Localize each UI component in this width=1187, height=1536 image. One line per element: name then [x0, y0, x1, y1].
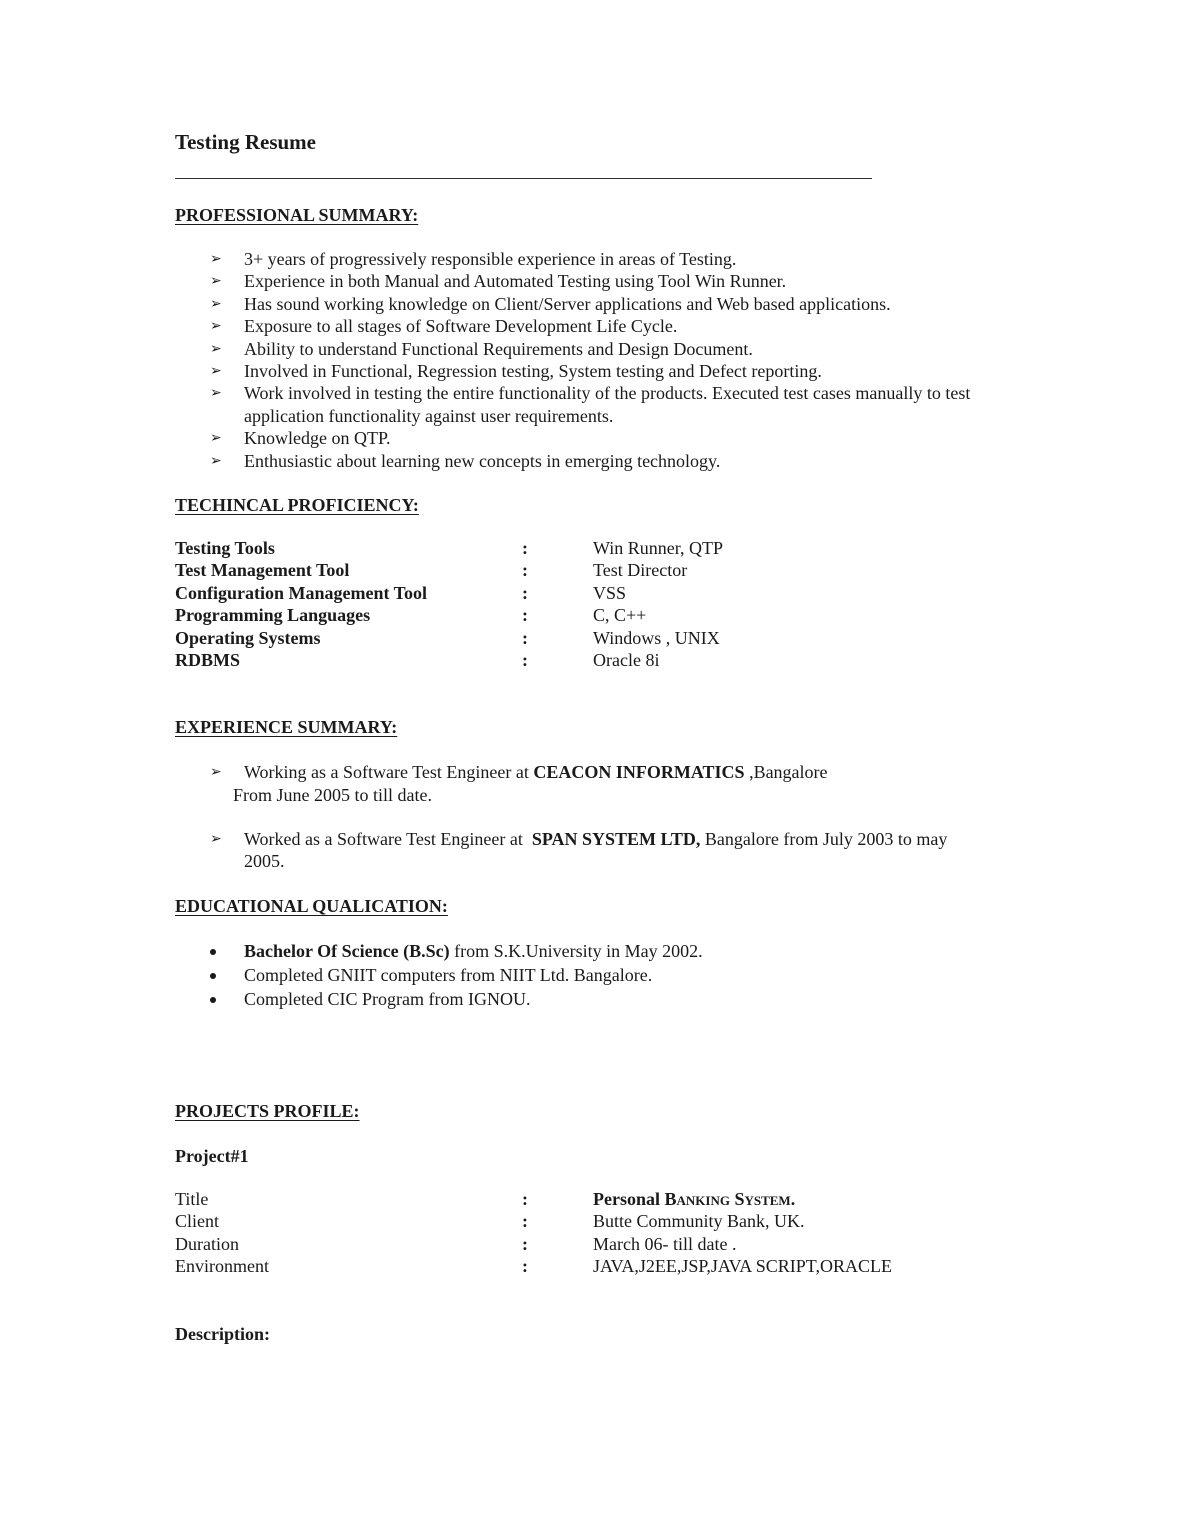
resume-page: Testing Resume PROFESSIONAL SUMMARY: ➢ 3+ years of progressively responsible experience in areas of Testing. ➢ Experience in both Manual and Automated Testing using Tool Win Runner. ➢ Has sound working knowledge on Client/Server applications and Web based applications. ➢ Exposure to all stages of Software Development Life Cycle. ➢ Ability to understand Functional Requirements and Design Document. ➢ Involved in Functional, Regression testing, System testing and Defect reporting. ➢ Work involved in testing the entire functionality of the products. Executed test cases manually to test application functionality against user requirements. ➢ Knowledge on QTP. ➢ Enthusiastic about learning new concepts in emerging technology. TECHINCAL PROFICIENCY: Testing Tools : Win Runner, QTP Test Management Tool : Test Director Configuration Management Tool : VSS Programming Languages : C, C++ Operating Systems : Windows , UNIX RDBMS : Oracle 8i EXPERIENCE SUMMARY: ➢ Working as a Software Test Engineer at CEACON INFORMATICS ,Bangalore From June 2005 to till date. ➢ Worked as a Software Test Engineer at SPAN SYSTEM LTD, Bangalore from July 2003 to may 2005. EDUCATIONAL QUALICATION: Bachelor Of Science (B.Sc) from S.K.University in May 2002. Completed GNIIT computers from NIIT Ltd. Bangalore. Completed CIC Program from IGNOU. PROJECTS PROFILE: Project#1 Title : Personal Banking System. Client : Butte Community Bank, UK. Duration : March 06- till date . Environment : JAVA,J2EE,JSP,JAVA SCRIPT,ORACLE Description:	[0, 0, 1187, 1536]
professional-summary-list	[210, 248, 1014, 472]
project-field-value: JAVA,J2EE,JSP,JAVA SCRIPT,ORACLE	[593, 1256, 892, 1276]
heading-experience-summary: EXPERIENCE SUMMARY:	[175, 717, 398, 737]
company-name: CEACON INFORMATICS	[533, 762, 745, 782]
arrowhead-bullet-icon: ➢	[210, 452, 222, 469]
project-field-value: Personal Banking System.	[593, 1189, 796, 1209]
list-item: ➢ Has sound working knowledge on Client/Server applications and Web based applications.	[210, 293, 891, 314]
heading-projects-profile: PROJECTS PROFILE:	[175, 1101, 360, 1121]
proficiency-label: Testing Tools	[175, 538, 275, 558]
bullet-dot-icon	[210, 973, 216, 979]
separator-colon: :	[522, 538, 528, 558]
document-title: Testing Resume	[175, 130, 316, 154]
separator-colon: :	[522, 650, 528, 670]
project-field-value: March 06- till date .	[593, 1234, 737, 1254]
experience-dates: From June 2005 to till date.	[233, 785, 432, 805]
project-field-row	[175, 1233, 935, 1255]
list-item: ➢ 3+ years of progressively responsible experience in areas of Testing.	[210, 249, 737, 269]
proficiency-row	[175, 627, 935, 649]
separator-colon: :	[522, 605, 528, 625]
bullet-dot-icon	[210, 949, 216, 955]
project-label: Project#1	[175, 1146, 249, 1166]
proficiency-row	[175, 559, 935, 581]
list-item: ➢ Knowledge on QTP.	[210, 428, 391, 449]
arrowhead-bullet-icon: ➢	[210, 340, 222, 357]
separator-colon: :	[522, 583, 528, 603]
list-item: ➢ Experience in both Manual and Automated Testing using Tool Win Runner.	[210, 271, 787, 292]
project-field-row	[175, 1255, 935, 1277]
arrowhead-bullet-icon: ➢	[210, 251, 222, 267]
arrowhead-bullet-icon: ➢	[210, 318, 222, 335]
project-field-value: Butte Community Bank, UK.	[593, 1211, 805, 1231]
proficiency-value: Test Director	[593, 560, 688, 580]
list-item: ➢ Enthusiastic about learning new concepts in emerging technology.	[210, 450, 721, 471]
proficiency-label: Test Management Tool	[175, 560, 350, 580]
proficiency-label: Programming Languages	[175, 605, 371, 625]
list-item: Bachelor Of Science (B.Sc) from S.K.University in May 2002.	[210, 940, 703, 964]
list-item: ➢ Work involved in testing the entire functionality of the products. Executed test cases manually to test application functionality against user requirements.	[210, 383, 971, 426]
bullet-dot-icon	[210, 997, 216, 1003]
list-item: ➢ Ability to understand Functional Requirements and Design Document.	[210, 338, 753, 359]
list-item: Completed CIC Program from IGNOU.	[210, 988, 703, 1012]
project-field-label: Client	[175, 1211, 219, 1231]
separator-colon: :	[522, 1189, 528, 1209]
arrowhead-bullet-icon: ➢	[210, 385, 222, 402]
company-name: SPAN SYSTEM LTD,	[531, 829, 701, 849]
project-field-row	[175, 1188, 935, 1210]
title-divider	[175, 178, 872, 179]
separator-colon: :	[522, 1234, 528, 1254]
project-field-label: Environment	[175, 1256, 269, 1276]
list-item: Completed GNIIT computers from NIIT Ltd. Bangalore.	[210, 964, 703, 988]
proficiency-value: Win Runner, QTP	[593, 538, 724, 558]
proficiency-row	[175, 582, 935, 604]
separator-colon: :	[522, 1211, 528, 1231]
arrowhead-bullet-icon: ➢	[210, 273, 222, 290]
project-field-row	[175, 1210, 935, 1232]
proficiency-label: Configuration Management Tool	[175, 583, 428, 603]
arrowhead-bullet-icon: ➢	[210, 764, 222, 780]
proficiency-value: C, C++	[593, 605, 647, 625]
arrowhead-bullet-icon: ➢	[210, 831, 222, 847]
arrowhead-bullet-icon: ➢	[210, 430, 222, 447]
proficiency-value: Windows , UNIX	[593, 628, 720, 648]
proficiency-row	[175, 649, 935, 671]
separator-colon: :	[522, 1256, 528, 1276]
separator-colon: :	[522, 628, 528, 648]
heading-education: EDUCATIONAL QUALICATION:	[175, 896, 448, 916]
project-field-label: Title	[175, 1189, 209, 1209]
description-label: Description:	[175, 1324, 270, 1344]
arrowhead-bullet-icon: ➢	[210, 363, 222, 380]
education-list	[210, 940, 703, 1012]
arrowhead-bullet-icon: ➢	[210, 295, 222, 312]
proficiency-row	[175, 537, 935, 559]
proficiency-value: VSS	[593, 583, 627, 603]
proficiency-label: Operating Systems	[175, 628, 321, 648]
proficiency-label: RDBMS	[175, 650, 241, 670]
heading-technical-proficiency: TECHINCAL PROFICIENCY:	[175, 495, 419, 515]
experience-dates: 2005.	[244, 851, 285, 871]
list-item: ➢ Involved in Functional, Regression testing, System testing and Defect reporting.	[210, 361, 822, 382]
heading-professional-summary: PROFESSIONAL SUMMARY:	[175, 205, 419, 225]
proficiency-value: Oracle 8i	[593, 650, 660, 670]
proficiency-row	[175, 604, 935, 626]
separator-colon: :	[522, 560, 528, 580]
project-field-label: Duration	[175, 1234, 239, 1254]
list-item: ➢ Exposure to all stages of Software Development Life Cycle.	[210, 316, 678, 337]
